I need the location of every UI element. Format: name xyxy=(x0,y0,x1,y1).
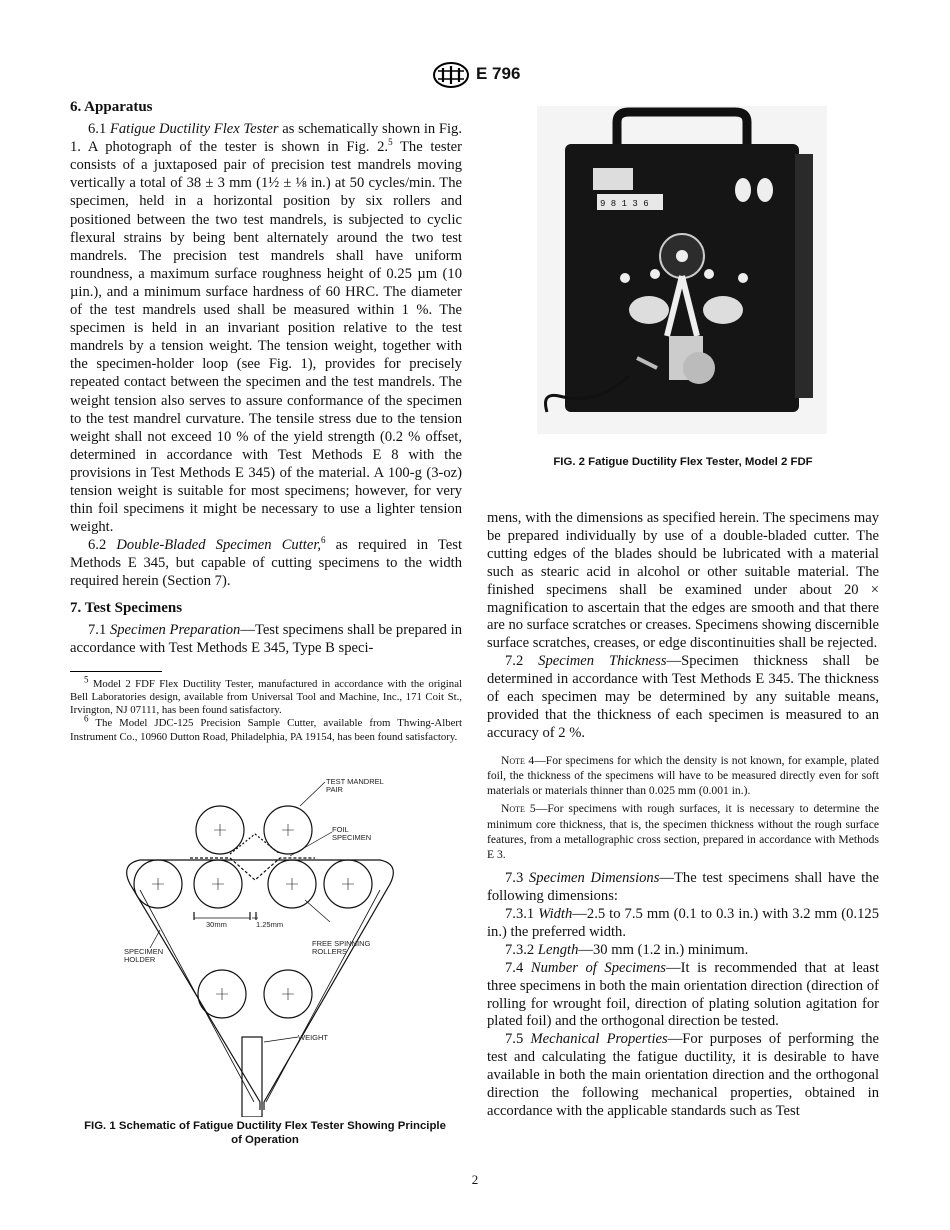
fig2-caption: FIG. 2 Fatigue Ductility Flex Tester, Model 2 FDF xyxy=(553,456,813,468)
left-column xyxy=(70,98,462,744)
astm-logo-icon xyxy=(432,62,470,88)
note-4: Note 4—For specimens for which the density is not known, for example, plated foil, the thickness of the specimens will have to be measured directly even for soft materials or materials thinner than 0.025 mm (0.001 in.). xyxy=(487,753,879,798)
label-specimen: SPECIMEN xyxy=(332,833,372,842)
label-free-spinning: FREE SPINNING xyxy=(312,939,371,948)
fig2-photo xyxy=(537,106,827,434)
paragraph-7-2: 7.2 Specimen Thickness—Specimen thickness shall be determined in accordance with Test Methods E 345. The thickness of each specimen may be determined by any suitable means, provided that the thickness of each specimen is measured to an accuracy of 2 %. xyxy=(487,653,879,741)
paragraph-7-5: 7.5 Mechanical Properties—For purposes of performing the test and calculating the fatigue ductility, it is desirable to have available in both the main orientation direction and the orthogonal direction the following mechanical properties, obtained in accordance with the applicable standards such as Test xyxy=(487,1031,880,1119)
counter-readout: 9 8 1 3 6 xyxy=(600,199,649,209)
footnote-6: $^6$ The Model JDC-125 Precision Sample Cutter, available from Thwing-Albert Instrument Co., 10960 Dutton Road, Philadelphia, PA 19154, has been found satisfactory. xyxy=(70,713,462,743)
paragraph-7-3-2: 7.3.2 Length—30 mm (1.2 in.) minimum. xyxy=(505,941,749,958)
page-number: 2 xyxy=(471,1172,479,1187)
footnote-rule xyxy=(70,671,162,672)
paragraph-6-1: 6.1 Fatigue Ductility Flex Tester as schematically shown in Fig. 1. A photograph of the tester is shown in Fig. 2.$^5$ The tester consists of a juxtaposed pair of precision test mandrels moving vertically a total of 38 ± 3 mm (1½ ± ⅛ in.) at 50 cycles/min. The specimen, held in a horizontal position by six rollers and positioned between the two test mandrels, is subjected to cyclic flexural strains by being bent alternately around the two test mandrels. The precision test mandrels shall have uniform roundness, a maximum surface roughness height of 0.25 µm (10 µin.), and a minimum surface hardness of 60 HRC. The diameter of the test mandrels used shall be measured within 1 %. The specimen is held in an invariant position relative to the test mandrels by a tension weight. The tension weight, together with the specimen-holder loop (see Fig. 1), provides for precisely repeated contact between the specimen and the test mandrels. The weight tension also serves to assure conformance of the specimen to the test mandrel curvature. The tensile stress due to the tension weight shall not exceed 10 % of the yield strength (0.2 % offset, determined in accordance with Test Methods E 8 with the provisions in Test Methods E 345) of the material. A 100-g (3-oz) tension weight is suitable for most specimens; however, for very thin foil specimens it might be necessary to use a lighter tension weight. xyxy=(70,121,462,536)
label-specimen-holder-2: HOLDER xyxy=(124,955,156,964)
label-125mm: 1.25mm xyxy=(256,920,284,929)
standard-designation: E 796 xyxy=(476,64,521,83)
footnote-5: $^5$ Model 2 FDF Flex Ductility Tester, manufactured in accordance with the original Bell Laboratories design, available from Universal Tool and Machine, Inc., 171 Coit St., Irvington, NJ 07111, has been found satisfactory. xyxy=(70,674,462,717)
paragraph-7-4: 7.4 Number of Specimens—It is recommended that at least three specimens in both the main orientation direction (direction of rolling for wrought foil, direction of plating solution agitation for plated foil) and the orthogonal direction be tested. xyxy=(487,959,880,1030)
paragraph-7-3-1: 7.3.1 Width—2.5 to 7.5 mm (0.1 to 0.3 in.) with 3.2 mm (0.125 in.) the preferred width. xyxy=(487,906,879,940)
right-column xyxy=(487,510,879,1121)
note-5: Note 5—For specimens with rough surfaces, it is necessary to determine the minimum core thickness, that is, the specimen thickness without the rough surface features, from a metallographic cross section, prepared in accordance with Methods E 3. xyxy=(487,802,879,861)
label-30mm: 30mm xyxy=(206,920,227,929)
label-rollers: ROLLERS xyxy=(312,947,348,956)
section-6-heading: 6. Apparatus xyxy=(70,99,153,115)
fig1-schematic xyxy=(100,772,420,1117)
fig1-caption: FIG. 1 Schematic of Fatigue Ductility Flex Tester Showing Principle of Operation xyxy=(84,1120,446,1146)
paragraph-6-2: 6.2 Double-Bladed Specimen Cutter,$^6$ as required in Test Methods E 345, but capable of cutting specimens to the width required herein (Section 7). xyxy=(70,535,462,590)
label-foil: FOIL xyxy=(332,825,349,834)
label-test-mandrel: TEST MANDREL xyxy=(326,777,384,786)
section-7-heading: 7. Test Specimens xyxy=(70,599,183,616)
paragraph-7-1: 7.1 Specimen Preparation—Test specimens shall be prepared in accordance with Test Methods E 345, Type B speci- xyxy=(70,621,462,656)
label-specimen-holder-1: SPECIMEN xyxy=(124,947,164,956)
label-weight: WEIGHT xyxy=(298,1033,328,1042)
paragraph-7-3: 7.3 Specimen Dimensions—The test specimens shall have the following dimensions: xyxy=(487,870,879,905)
paragraph-7-1-continued: mens, with the dimensions as specified herein. The specimens may be prepared individually by use of a double-bladed cutter. The cutting edges of the blades should be lubricated with a material such as stearic acid in alcohol or other suitable material. The finished specimens shall be examined under about 20 × magnification to ascertain that the edges are smooth and that there are no surface scratches or creases. Specimens showing discernible surface scratches, creases, or edge discontinuities shall be rejected. xyxy=(487,510,879,652)
label-pair: PAIR xyxy=(326,785,343,794)
page-header xyxy=(0,62,950,90)
